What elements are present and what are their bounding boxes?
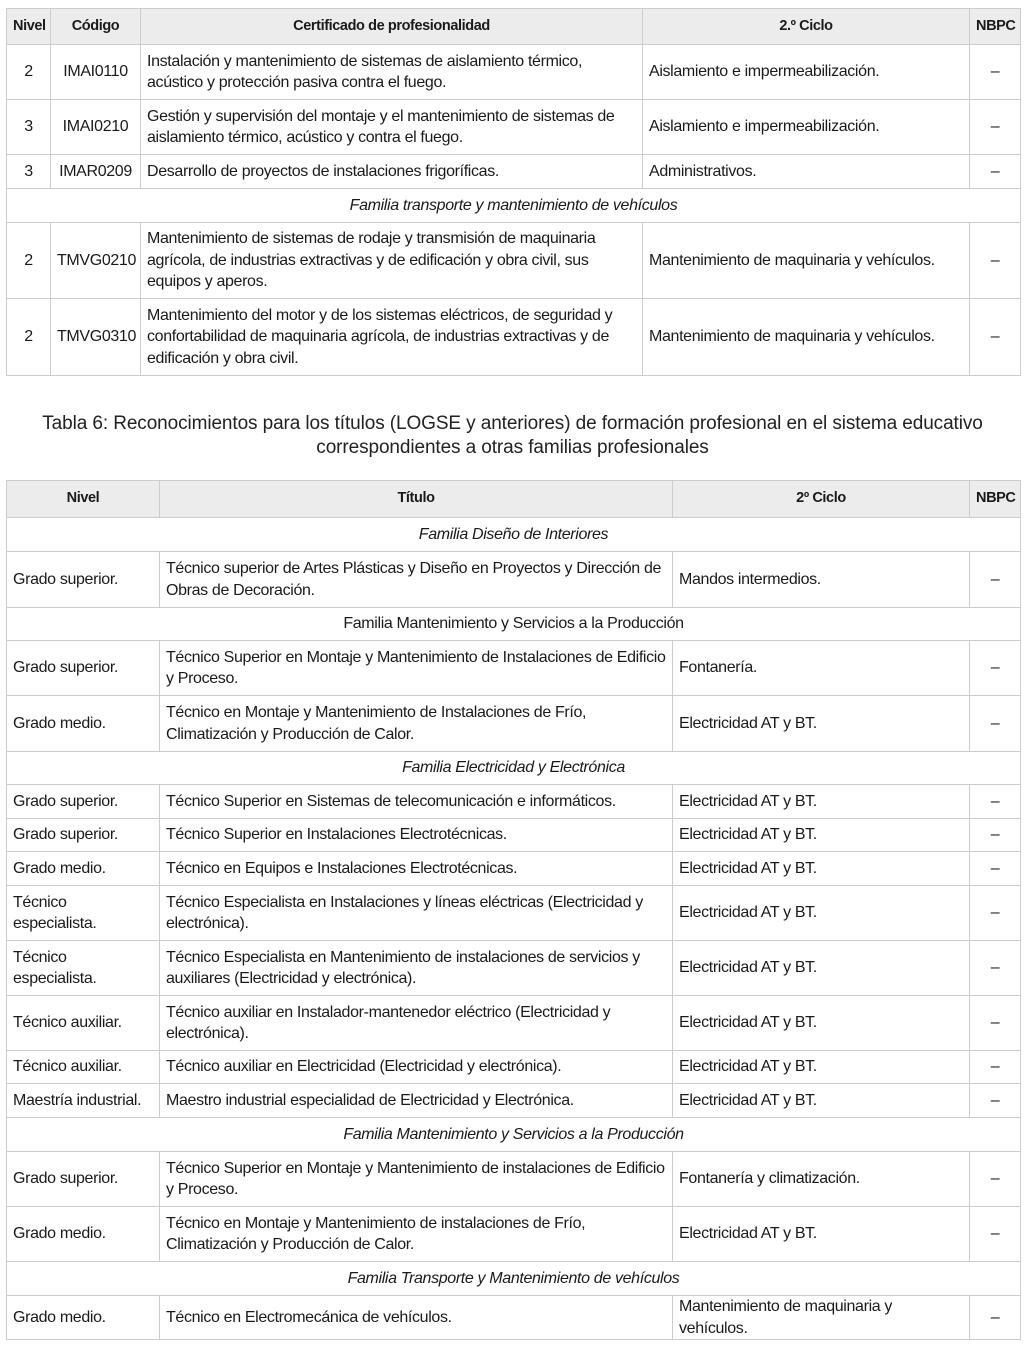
cell-nivel: Maestría industrial. <box>7 1084 160 1118</box>
table-row <box>7 641 1021 696</box>
caption-line-1: Tabla 6: Reconocimientos para los títulos (LOGSE y anteriores) de formación profesional en el sistema educativo <box>42 413 983 434</box>
cell-nivel: Técnico especialista. <box>7 941 160 996</box>
header-ciclo: 2º Ciclo <box>673 481 970 518</box>
cell-nbpc: – <box>970 1084 1021 1118</box>
cell-nbpc: – <box>970 100 1021 155</box>
table-row <box>7 696 1021 752</box>
cell-titulo: Técnico en Electromecánica de vehículos. <box>160 1296 673 1340</box>
header-nivel: Nivel <box>7 9 51 45</box>
cell-ciclo: Electricidad AT y BT. <box>673 819 970 852</box>
table-header-row <box>7 9 1021 45</box>
table-row <box>7 552 1021 608</box>
cell-nivel: Grado medio. <box>7 1296 160 1340</box>
header-titulo: Título <box>160 481 673 518</box>
table-row <box>7 1084 1021 1118</box>
cell-codigo: IMAR0209 <box>51 155 141 189</box>
cell-nivel: Grado superior. <box>7 1152 160 1207</box>
cell-titulo: Técnico Especialista en Mantenimiento de instalaciones de servicios y auxiliares (Electricidad y electrónica). <box>160 941 673 996</box>
cell-ciclo: Electricidad AT y BT. <box>673 941 970 996</box>
cell-titulo: Maestro industrial especialidad de Electricidad y Electrónica. <box>160 1084 673 1118</box>
cell-nivel: Grado medio. <box>7 852 160 886</box>
cell-ciclo: Mantenimiento de maquinaria y vehículos. <box>643 223 970 299</box>
cell-nivel: Grado superior. <box>7 819 160 852</box>
cell-ciclo: Mandos intermedios. <box>673 552 970 608</box>
cell-certificado: Mantenimiento de sistemas de rodaje y transmisión de maquinaria agrícola, de industrias extractivas y de edificación y obra civil, sus equipos y aperos. <box>141 223 643 299</box>
family-label: Familia Mantenimiento y Servicios a la Producción <box>7 608 1021 641</box>
cell-nivel: Grado medio. <box>7 1207 160 1262</box>
cell-nbpc: – <box>970 819 1021 852</box>
cell-nivel: 3 <box>7 100 51 155</box>
cell-nbpc: – <box>970 223 1021 299</box>
cell-nbpc: – <box>970 45 1021 100</box>
cell-nivel: 2 <box>7 299 51 376</box>
cell-ciclo: Administrativos. <box>643 155 970 189</box>
family-row <box>7 608 1021 641</box>
cell-ciclo: Electricidad AT y BT. <box>673 886 970 941</box>
table-header-row <box>7 481 1021 518</box>
header-codigo: Código <box>51 9 141 45</box>
cell-codigo: TMVG0210 <box>51 223 141 299</box>
cell-nivel: Técnico auxiliar. <box>7 1051 160 1084</box>
family-row <box>7 1262 1021 1296</box>
cell-nivel: Técnico especialista. <box>7 886 160 941</box>
cell-nivel: 3 <box>7 155 51 189</box>
cell-ciclo: Aislamiento e impermeabilización. <box>643 100 970 155</box>
cell-nbpc: – <box>970 852 1021 886</box>
table-row <box>7 785 1021 819</box>
cell-nbpc: – <box>970 641 1021 696</box>
cell-nivel: 2 <box>7 223 51 299</box>
family-row <box>7 189 1021 223</box>
table-row <box>7 223 1021 299</box>
table-row <box>7 1051 1021 1084</box>
cell-ciclo: Electricidad AT y BT. <box>673 852 970 886</box>
family-row <box>7 752 1021 785</box>
cell-ciclo: Aislamiento e impermeabilización. <box>643 45 970 100</box>
family-row <box>7 1118 1021 1152</box>
cell-certificado: Gestión y supervisión del montaje y el mantenimiento de sistemas de aislamiento térmico, acústico y contra el fuego. <box>141 100 643 155</box>
cell-nbpc: – <box>970 1296 1021 1340</box>
table-row <box>7 100 1021 155</box>
cell-certificado: Desarrollo de proyectos de instalaciones frigoríficas. <box>141 155 643 189</box>
certificados-table <box>6 8 1021 376</box>
table-row <box>7 886 1021 941</box>
cell-ciclo: Mantenimiento de maquinaria y vehículos. <box>673 1296 970 1340</box>
cell-nbpc: – <box>970 886 1021 941</box>
cell-certificado: Mantenimiento del motor y de los sistemas eléctricos, de seguridad y confortabilidad de maquinaria agrícola, de industrias extractivas y de edificación y obra civil. <box>141 299 643 376</box>
cell-nivel: Grado superior. <box>7 641 160 696</box>
cell-nivel: 2 <box>7 45 51 100</box>
cell-ciclo: Electricidad AT y BT. <box>673 1207 970 1262</box>
family-label: Familia Diseño de Interiores <box>7 518 1021 552</box>
family-row <box>7 518 1021 552</box>
cell-nivel: Grado medio. <box>7 696 160 752</box>
table-row <box>7 819 1021 852</box>
cell-nbpc: – <box>970 155 1021 189</box>
header-certificado: Certificado de profesionalidad <box>141 9 643 45</box>
cell-ciclo: Electricidad AT y BT. <box>673 996 970 1051</box>
table-caption <box>0 412 1025 460</box>
cell-nivel: Grado superior. <box>7 552 160 608</box>
cell-titulo: Técnico Superior en Montaje y Mantenimiento de Instalaciones de Edificio y Proceso. <box>160 641 673 696</box>
cell-certificado: Instalación y mantenimiento de sistemas de aislamiento térmico, acústico y protección pasiva contra el fuego. <box>141 45 643 100</box>
table-row <box>7 996 1021 1051</box>
table-row <box>7 299 1021 376</box>
cell-codigo: IMAI0110 <box>51 45 141 100</box>
family-label: Familia Electricidad y Electrónica <box>7 752 1021 785</box>
cell-titulo: Técnico en Montaje y Mantenimiento de Instalaciones de Frío, Climatización y Producción de Calor. <box>160 696 673 752</box>
header-nbpc: NBPC <box>970 9 1021 45</box>
table-row <box>7 941 1021 996</box>
cell-ciclo: Electricidad AT y BT. <box>673 1084 970 1118</box>
cell-ciclo: Mantenimiento de maquinaria y vehículos. <box>643 299 970 376</box>
cell-titulo: Técnico auxiliar en Electricidad (Electricidad y electrónica). <box>160 1051 673 1084</box>
cell-nbpc: – <box>970 1152 1021 1207</box>
cell-nbpc: – <box>970 1051 1021 1084</box>
cell-titulo: Técnico Superior en Instalaciones Electrotécnicas. <box>160 819 673 852</box>
cell-nivel: Grado superior. <box>7 785 160 819</box>
header-nbpc: NBPC <box>970 481 1021 518</box>
table-row <box>7 45 1021 100</box>
reconocimientos-table <box>6 480 1021 1340</box>
cell-nivel: Técnico auxiliar. <box>7 996 160 1051</box>
cell-nbpc: – <box>970 552 1021 608</box>
table-row <box>7 155 1021 189</box>
cell-ciclo: Electricidad AT y BT. <box>673 785 970 819</box>
cell-titulo: Técnico Superior en Sistemas de telecomunicación e informáticos. <box>160 785 673 819</box>
table-row <box>7 1207 1021 1262</box>
cell-ciclo: Electricidad AT y BT. <box>673 1051 970 1084</box>
table-row <box>7 1296 1021 1340</box>
cell-titulo: Técnico Especialista en Instalaciones y líneas eléctricas (Electricidad y electrónica). <box>160 886 673 941</box>
cell-titulo: Técnico en Equipos e Instalaciones Electrotécnicas. <box>160 852 673 886</box>
header-nivel: Nivel <box>7 481 160 518</box>
cell-titulo: Técnico superior de Artes Plásticas y Diseño en Proyectos y Dirección de Obras de Decoración. <box>160 552 673 608</box>
header-ciclo: 2.º Ciclo <box>643 9 970 45</box>
table-row <box>7 1152 1021 1207</box>
cell-ciclo: Fontanería y climatización. <box>673 1152 970 1207</box>
family-label: Familia Mantenimiento y Servicios a la Producción <box>7 1118 1021 1152</box>
cell-nbpc: – <box>970 785 1021 819</box>
table-row <box>7 852 1021 886</box>
cell-nbpc: – <box>970 1207 1021 1262</box>
cell-nbpc: – <box>970 696 1021 752</box>
cell-titulo: Técnico auxiliar en Instalador-mantenedor eléctrico (Electricidad y electrónica). <box>160 996 673 1051</box>
cell-ciclo: Electricidad AT y BT. <box>673 696 970 752</box>
cell-nbpc: – <box>970 299 1021 376</box>
cell-codigo: IMAI0210 <box>51 100 141 155</box>
cell-ciclo: Fontanería. <box>673 641 970 696</box>
cell-nbpc: – <box>970 996 1021 1051</box>
cell-titulo: Técnico Superior en Montaje y Mantenimiento de instalaciones de Edificio y Proceso. <box>160 1152 673 1207</box>
family-label: Familia Transporte y Mantenimiento de vehículos <box>7 1262 1021 1296</box>
caption-line-2: correspondientes a otras familias profesionales <box>316 437 709 458</box>
cell-codigo: TMVG0310 <box>51 299 141 376</box>
family-label: Familia transporte y mantenimiento de vehículos <box>7 189 1021 223</box>
cell-titulo: Técnico en Montaje y Mantenimiento de instalaciones de Frío, Climatización y Producción de Calor. <box>160 1207 673 1262</box>
cell-nbpc: – <box>970 941 1021 996</box>
